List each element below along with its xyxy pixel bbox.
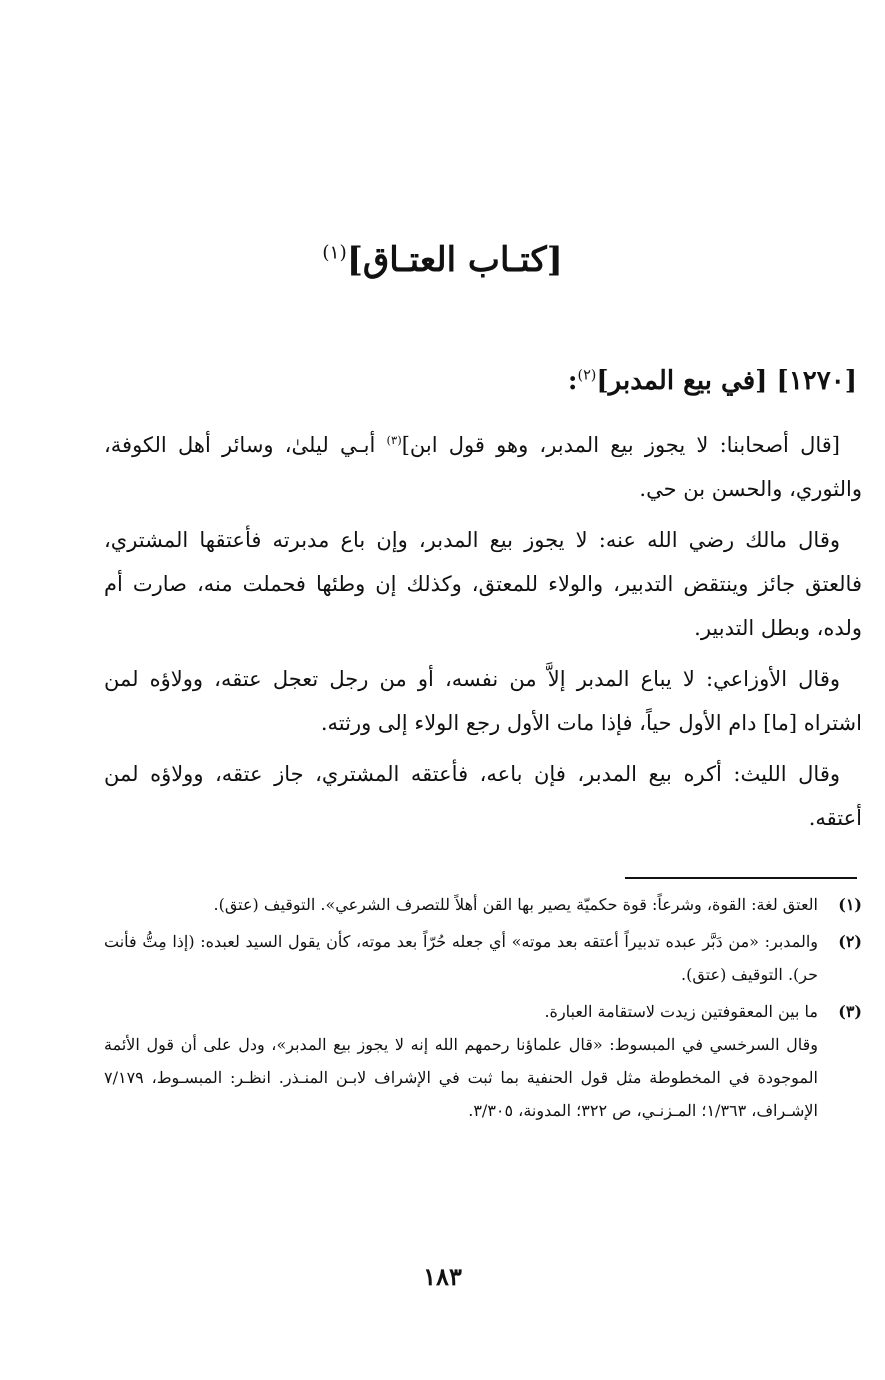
page-number: ١٨٣ (423, 1262, 462, 1291)
footnote-marker: (٢) (838, 932, 862, 951)
paragraph-layth: وقال الليث: أكره بيع المدبر، فإن باعه، فأعتقه المشتري، جاز عتقه، وولاؤه لمن أعتقه. (104, 762, 862, 830)
footnote-2 (104, 925, 862, 991)
paragraph-footnote-ref: (٣) (386, 433, 402, 447)
paragraph-awzai: وقال الأوزاعي: لا يباع المدبر إلاَّ من نفسه، أو من رجل تعجل عتقه، وولاؤه لمن اشتراه [ما] دام الأول حياً، فإذا مات الأول رجع الولاء إلى ورثته. (104, 667, 862, 735)
paragraph-ashabuna-part1: [قال أصحابنا: لا يجوز بيع المدبر، وهو قول ابن] (401, 433, 840, 457)
footnote-continuation: وقال السرخسي في المبسوط: «قال علماؤنا رحمهم الله إنه لا يجوز بيع المدبر»، ودل على أن قول الأئمة الموجودة في المخطوطة مثل قول الحنفية بما ثبت في الإشراف لابـن المنـذر. انظـر: المبسـوط، ٧/١٧٩ الإشـراف، ١/٣٦٣؛ المـزنـي، ص ٣٢٢؛ المدونة، ٣/٣٠٥. (104, 1035, 819, 1120)
section-heading (97, 366, 857, 396)
footnote-marker: (١) (838, 895, 862, 914)
section-heading-colon: : (567, 366, 578, 396)
paragraph-ashabuna-part2: أبـي ليلىٰ، وسائر أهل الكوفة، والثوري، والحسن بن حي. (104, 433, 862, 501)
footnotes (104, 888, 862, 1131)
footnote-text: ما بين المعقوفتين زيدت لاستقامة العبارة. (544, 1002, 818, 1021)
paragraph-ashabuna (104, 418, 862, 511)
section-heading-footnote-ref: (٢) (577, 367, 597, 384)
body-text (104, 418, 862, 847)
chapter-title-footnote-ref: (١) (322, 242, 347, 264)
footnote-divider (625, 877, 857, 879)
paragraph-malik: وقال مالك رضي الله عنه: لا يجوز بيع المدبر، وإن باع مدبرته فأعتقها المشتري، فالعتق جائز وينتقض التدبير، والولاء للمعتق، وكذلك إن وطئها فحملت منه، صارت أم ولده، وبطل التدبير. (104, 528, 862, 640)
footnote-3 (104, 995, 862, 1127)
chapter-title-text: [كتـاب العتـاق] (346, 240, 563, 280)
chapter-title (0, 240, 885, 280)
footnote-marker: (٣) (838, 1002, 862, 1021)
section-heading-text: [١٢٧٠] [في بيع المدبر] (596, 366, 857, 396)
footnote-text: والمدبر: «من دَبَّر عبده تدبيراً أعتقه بعد موته» أي جعله حُرّاً بعد موته، كأن يقول السيد لعبده: (إذا مِتُّ فأنت حر). التوقيف (عتق). (104, 932, 819, 984)
footnote-1 (104, 888, 862, 921)
footnote-text: العتق لغة: القوة، وشرعاً: قوة حكميّة يصير بها القن أهلاً للتصرف الشرعي». التوقيف (عتق). (213, 895, 818, 914)
